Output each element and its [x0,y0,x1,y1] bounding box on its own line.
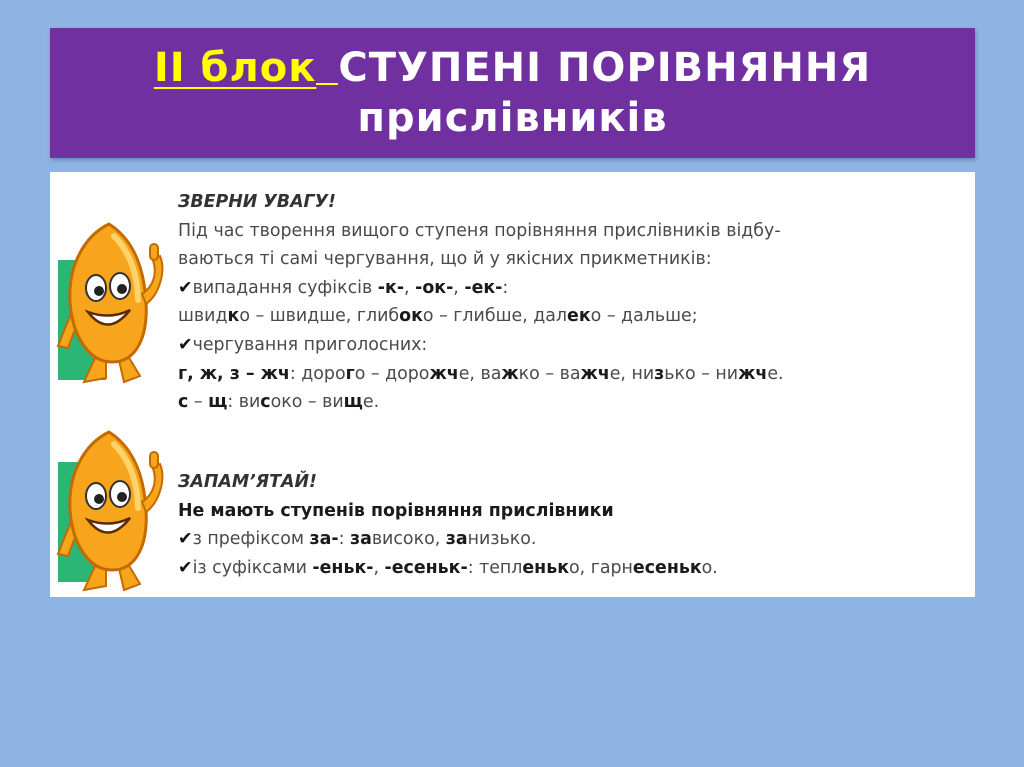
text-run: , [373,557,385,578]
examples-line [178,302,784,331]
highlighted-morpheme: с [178,392,189,413]
text-run: швид [178,306,228,327]
title-underline-gap [316,43,338,85]
bullet-suffix-dropping [178,274,784,303]
text-run: високо, [371,529,446,550]
mascot-icon-2 [54,424,164,594]
text-run: : тепл [467,557,523,578]
notice-bold-line [178,497,718,526]
text-run: о. [701,557,718,578]
bullet-suffix-enk [178,554,718,583]
text-run: : [338,529,350,550]
text-run: о – дальше; [590,306,698,327]
highlighted-morpheme: ж [501,363,519,384]
highlighted-morpheme: -есеньк- [384,557,468,578]
text-run: е, ни [609,363,655,384]
notice-heading: ЗВЕРНИ УВАГУ! [178,192,336,212]
title-line-1 [50,42,975,94]
highlighted-morpheme: за [445,529,468,550]
highlighted-morpheme: щ [343,392,363,413]
bullet-text: чергування приголосних: [192,334,428,355]
highlighted-morpheme: ок [399,306,423,327]
text-run: з префіксом [192,529,310,550]
title-prefix: ІІ блок [153,45,317,91]
text-run: – [188,392,209,413]
highlighted-morpheme: жч [738,363,768,384]
highlighted-morpheme: з [654,363,665,384]
bullet-text: випадання суфіксів [192,277,378,298]
bullet-prefix-za [178,525,718,554]
highlighted-morpheme: за- [309,529,339,550]
bullet-consonant-alternation [178,331,784,360]
highlighted-morpheme: ек [567,306,591,327]
highlighted-morpheme: щ [208,392,228,413]
mascot-icon [54,216,164,386]
check-icon: ✔ [178,277,193,298]
separator: , [453,277,465,298]
highlighted-morpheme: жч [580,363,610,384]
separator: , [404,277,416,298]
highlighted-morpheme: жч [429,363,459,384]
notice-text-line: ваються ті самі чергування, що й у якісних прикметників: [178,249,712,270]
text-run: е. [362,392,380,413]
slide-title-bar [50,28,975,158]
check-icon: ✔ [178,334,193,355]
notice-heading: ЗАПАМ’ЯТАЙ! [178,472,317,492]
check-icon: ✔ [178,557,193,578]
notice-block-attention [178,188,784,417]
text-run: о – глибше, дал [422,306,568,327]
suffix: -к- [377,277,405,298]
highlighted-morpheme: г [345,363,355,384]
text-run: : доро [289,363,346,384]
highlighted-morpheme: с [260,392,271,413]
check-icon: ✔ [178,529,193,550]
notice-bold-text: Не мають ступенів порівняння прислівники [178,500,614,521]
highlighted-morpheme: к [227,306,240,327]
suffix: -ок- [415,277,454,298]
highlighted-morpheme: -еньк- [312,557,374,578]
text-run: із суфіксами [192,557,313,578]
text-run: е, ва [458,363,502,384]
text-run: о – доро [354,363,430,384]
title-line-2: прислівників [357,95,668,141]
text-run: : ви [227,392,261,413]
text-run: низько. [467,529,537,550]
highlighted-morpheme: есеньк [632,557,702,578]
text-run: е. [767,363,784,384]
examples-line [178,388,784,417]
suffix: -ек- [464,277,503,298]
text-run: ько – ни [664,363,739,384]
text-run: о, гарн [569,557,633,578]
separator: : [502,277,509,298]
examples-line [178,360,784,389]
notice-text-line: Під час творення вищого ступеня порівняння прислівників відбу- [178,220,781,241]
highlighted-morpheme: еньк [522,557,570,578]
text-run: о – швидше, глиб [239,306,400,327]
text-run: око – ви [270,392,344,413]
highlighted-morpheme: г, ж, з – жч [178,363,290,384]
highlighted-morpheme: за [349,529,372,550]
notice-block-remember [178,468,718,582]
title-main: СТУПЕНІ ПОРІВНЯННЯ [338,45,872,91]
text-run: ко – ва [518,363,581,384]
content-panel [50,172,975,597]
